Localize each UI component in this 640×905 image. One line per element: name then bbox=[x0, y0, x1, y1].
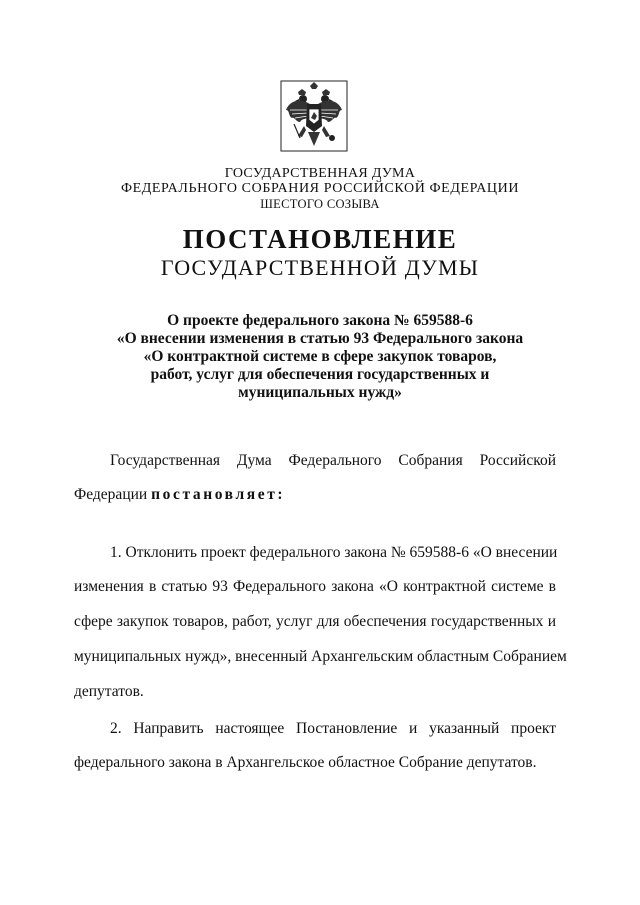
org-name-line-2: ФЕДЕРАЛЬНОГО СОБРАНИЯ РОССИЙСКОЙ ФЕДЕРАЦИИ bbox=[120, 181, 520, 196]
item-1-line-2: изменения в статью 93 Федерального закона «О контрактной системе в bbox=[74, 578, 556, 595]
subject-line-2: «О внесении изменения в статью 93 Федерального закона bbox=[116, 330, 524, 347]
item-1-line-3: сфере закупок товаров, работ, услуг для обеспечения государственных и bbox=[74, 613, 556, 630]
item-2-line-2: федерального закона в Архангельское областное Собрание депутатов. bbox=[74, 754, 537, 771]
subject-line-4: работ, услуг для обеспечения государственных и bbox=[150, 366, 490, 383]
item-1-line-4: муниципальных нужд», внесенный Архангельским областным Собранием bbox=[74, 648, 567, 665]
subject-line-5: муниципальных нужд» bbox=[238, 384, 402, 401]
item-1-line-5: депутатов. bbox=[74, 683, 144, 700]
preamble-line-1: Государственная Дума Федерального Собрания Российской bbox=[110, 452, 556, 469]
item-1-line-1: 1. Отклонить проект федерального закона № 659588-6 «О внесении bbox=[110, 544, 558, 561]
document-issuer-title: ГОСУДАРСТВЕННОЙ ДУМЫ bbox=[160, 255, 480, 280]
item-2-line-1: 2. Направить настоящее Постановление и указанный проект bbox=[110, 720, 556, 737]
double-headed-eagle-emblem-icon bbox=[280, 80, 348, 152]
convocation-line: ШЕСТОГО СОЗЫВА bbox=[260, 197, 380, 211]
org-name-line-1: ГОСУДАРСТВЕННАЯ ДУМА bbox=[224, 166, 416, 181]
preamble-subject: Федерации bbox=[74, 486, 152, 503]
preamble-verb: постановляет: bbox=[151, 486, 286, 503]
preamble-line-2 bbox=[74, 486, 556, 504]
subject-line-1: О проекте федерального закона № 659588-6 bbox=[167, 312, 473, 329]
subject-line-3: «О контрактной системе в сфере закупок товаров, bbox=[143, 348, 497, 365]
document-type-title: ПОСТАНОВЛЕНИЕ bbox=[182, 224, 458, 254]
